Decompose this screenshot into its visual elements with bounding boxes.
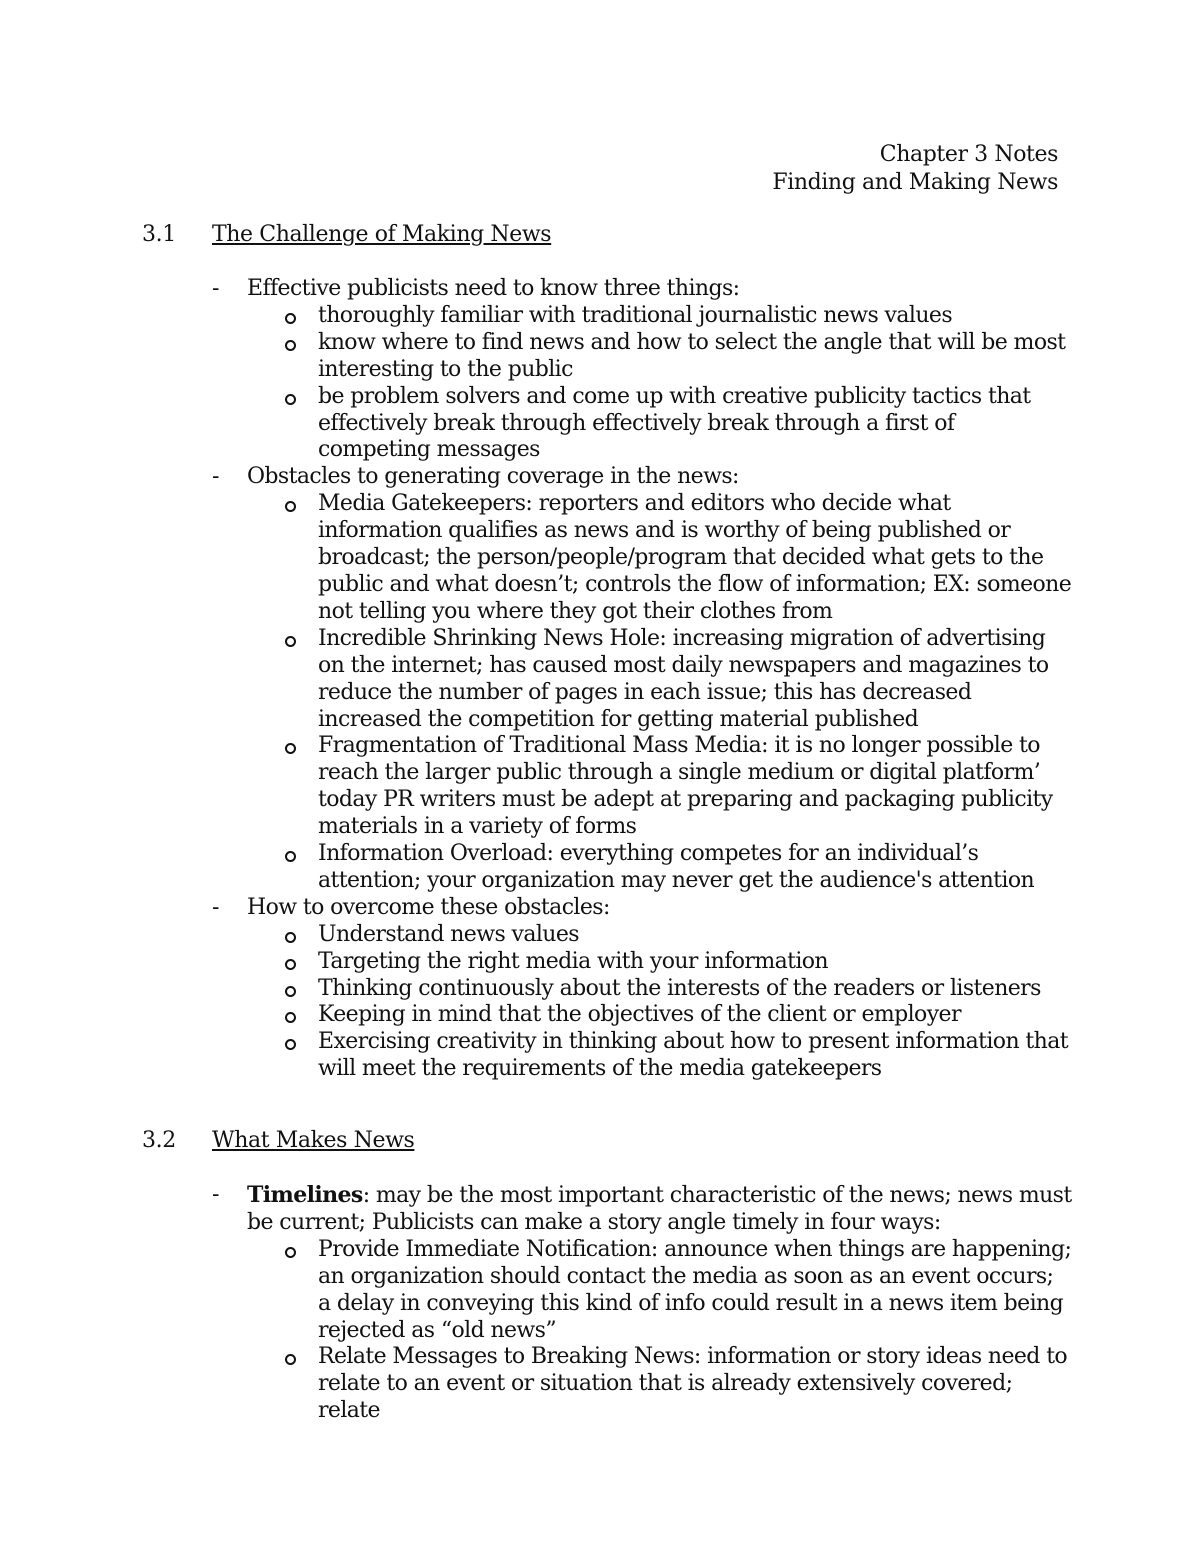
sub-list-item bbox=[212, 1002, 1072, 1029]
dash-marker: - bbox=[212, 276, 219, 301]
sub-list-item bbox=[212, 303, 1072, 330]
circle-bullet-icon bbox=[285, 959, 296, 970]
sub-item-text: Incredible Shrinking News Hole: increasing migration of advertising on the internet; has caused most daily newspapers and magazines to reduce the number of pages in each issue; this has decreased increased the competition for getting material published bbox=[318, 625, 1049, 732]
sub-list-item bbox=[212, 330, 1072, 384]
dash-marker: - bbox=[212, 464, 219, 490]
circle-bullet-icon bbox=[285, 394, 296, 405]
dash-marker: - bbox=[212, 1182, 219, 1207]
circle-bullet-icon bbox=[285, 851, 296, 862]
sub-list-item bbox=[212, 384, 1072, 465]
sub-item-text: know where to find news and how to select the angle that will be most interesting to the public bbox=[318, 329, 1066, 382]
sub-item-text: Keeping in mind that the objectives of the client or employer bbox=[318, 1002, 961, 1028]
list-item-text: : may be the most important characteristic of the news; news must be current; Publicists can make a story angle timely in four ways: bbox=[247, 1183, 1072, 1235]
circle-bullet-icon bbox=[285, 636, 296, 647]
list-item-text: Effective publicists need to know three things: bbox=[247, 276, 740, 301]
circle-bullet-icon bbox=[285, 340, 296, 351]
sub-item-text: Provide Immediate Notification: announce when things are happening; an organization should contact the media as soon as an event occurs; a delay in conveying this kind of info could result in a news item being rejected as “old news” bbox=[318, 1236, 1072, 1343]
header-subtitle: Finding and Making News bbox=[772, 170, 1058, 195]
sub-list-item bbox=[212, 841, 1072, 895]
sub-list-item bbox=[212, 922, 1072, 949]
sub-list-item bbox=[212, 1344, 1072, 1425]
list-item bbox=[212, 895, 1072, 922]
list-item bbox=[212, 276, 1072, 303]
section-number: 3.2 bbox=[142, 1128, 176, 1153]
sub-list-item bbox=[212, 1029, 1072, 1083]
sub-item-text: Information Overload: everything competes for an individual’s attention; your organization may never get the audience's attention bbox=[318, 841, 1035, 893]
section-list bbox=[212, 1182, 1072, 1425]
header-chapter: Chapter 3 Notes bbox=[879, 142, 1058, 167]
list-item bbox=[212, 1182, 1072, 1237]
sub-list-item bbox=[212, 626, 1072, 734]
circle-bullet-icon bbox=[285, 932, 296, 943]
circle-bullet-icon bbox=[285, 313, 296, 324]
sub-item-text: Fragmentation of Traditional Mass Media: it is no longer possible to reach the larger public through a single medium or digital platform’ today PR writers must be adept at preparing and packaging publicity materials in a variety of forms bbox=[318, 733, 1053, 840]
sub-list-item bbox=[212, 733, 1072, 841]
dash-marker: - bbox=[212, 894, 219, 920]
sub-item-text: thoroughly familiar with traditional journalistic news values bbox=[318, 302, 953, 328]
sub-item-text: be problem solvers and come up with creative publicity tactics that effectively break through effectively break through a first of competing messages bbox=[318, 383, 1031, 463]
circle-bullet-icon bbox=[285, 986, 296, 997]
sub-list-item bbox=[212, 976, 1072, 1003]
sub-item-text: Exercising creativity in thinking about how to present information that will meet the requirements of the media gatekeepers bbox=[318, 1029, 1068, 1082]
section-title: The Challenge of Making News bbox=[212, 222, 552, 247]
document-header bbox=[772, 141, 1058, 197]
section-number: 3.1 bbox=[142, 222, 176, 247]
section-title: What Makes News bbox=[212, 1128, 415, 1153]
term-label: Timelines bbox=[247, 1182, 363, 1208]
sub-item-text: Targeting the right media with your information bbox=[318, 948, 828, 974]
sub-item-text: Relate Messages to Breaking News: information or story ideas need to relate to an event or situation that is already extensively covered; relate bbox=[318, 1344, 1068, 1424]
sub-list-item bbox=[212, 491, 1072, 626]
circle-bullet-icon bbox=[285, 1247, 296, 1258]
section-list bbox=[212, 276, 1072, 1083]
sub-list-item bbox=[212, 1237, 1072, 1345]
sub-item-text: Understand news values bbox=[318, 921, 579, 947]
sub-item-text: Thinking continuously about the interests of the readers or listeners bbox=[318, 975, 1041, 1001]
sub-item-text: Media Gatekeepers: reporters and editors who decide what information qualifies as news and is worthy of being published or broadcast; the person/people/program that decided what gets to the public and what doesn’t; controls the flow of information; EX: someone not telling you where they got their clothes from bbox=[318, 491, 1072, 624]
list-item bbox=[212, 464, 1072, 491]
list-item-text: How to overcome these obstacles: bbox=[247, 894, 610, 920]
sub-list-item bbox=[212, 949, 1072, 976]
list-item-text: Obstacles to generating coverage in the news: bbox=[247, 464, 739, 490]
